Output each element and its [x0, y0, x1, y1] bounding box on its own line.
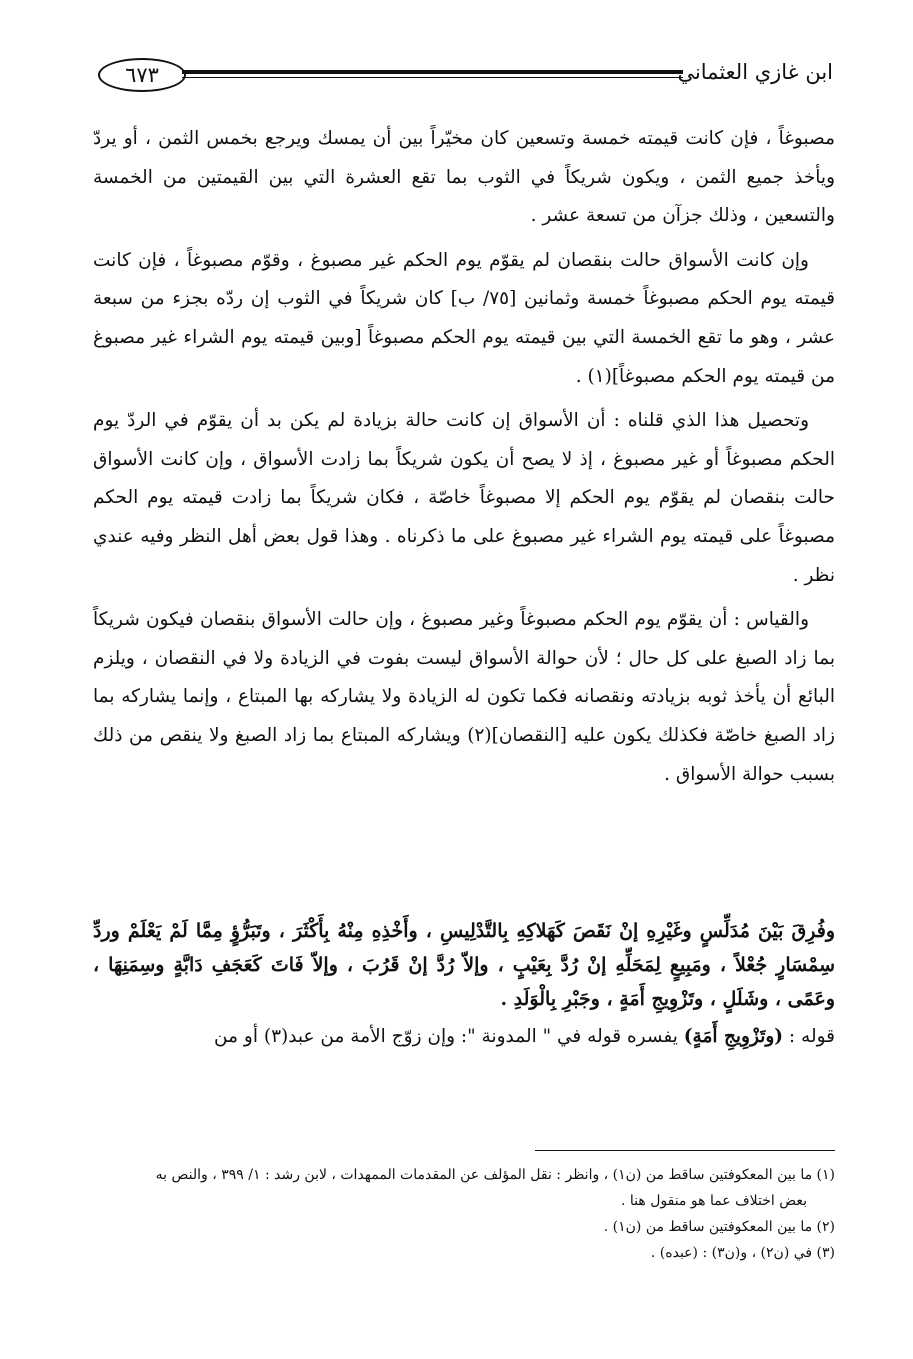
paragraph: والقياس : أن يقوّم يوم الحكم مصبوغاً وغير مصبوغ ، وإن حالت الأسواق بنقصان فيكون شريكاً بما زاد الصبغ على كل حال ؛ لأن حوالة الأسواق ليست بفوت في الزيادة ولا في النقصان ، ويلزم البائع أن يأخذ ثوبه بزيادته ونقصانه فكما تكون له الزيادة ولا يشاركه بها المبتاع ، وإنما يشاركه بما زاد الصبغ خاصّة فكذلك يكون عليه [النقصان](٢) ويشاركه المبتاع بما زاد الصبغ ولا ينقص من ذلك بسبب حوالة الأسواق .	[93, 609, 835, 785]
matn-text: وفُرِقَ بَيْنَ مُدَلِّسٍ وغَيْرِهِ إنْ نَقَصَ كَهَلاكِهِ بِالتَّدْلِيسِ ، وأَخْذِهِ مِنْهُ بِأَكْثَرَ ، وتَبَرُّؤٍ مِمَّا لَمْ يَعْلَمْ وردِّ سِمْسَارٍ جُعْلاً ، ومَبِيعٍ لِمَحَلِّهِ إنْ رُدَّ بِعَيْبٍ ، وإلاّ رُدَّ إنْ قَرُبَ ، وإلاّ فَاتَ كَعَجَفِ دَابَّةٍ وسِمَنِهَا ، وعَمًى ، وشَلَلٍ ، وتَزْوِيجِ أَمَةٍ ، وجَبْرِ بِالْوَلَدِ .	[93, 920, 835, 1010]
paragraph: وإن كانت الأسواق حالت بنقصان لم يقوّم يوم الحكم غير مصبوغ ، وقوّم مصبوغاً ، فإن كانت قيمته يوم الحكم مصبوغاً خمسة وثمانين [٧٥/ ب] كان شريكاً في الثوب إن ردّه بجزء من سبعة عشر ، وهو ما تقع الخمسة التي بين قيمته يوم الحكم مصبوغاً [وبين قيمته يوم الشراء غير مصبوغ من قيمته يوم الحكم مصبوغاً](١) .	[93, 249, 836, 387]
commentary-rest: يفسره قوله في " المدونة ": وإن زوّج الأمة من عبد(٣) أو من	[214, 1026, 678, 1047]
commentary-line	[93, 1020, 835, 1054]
running-head: ابن غازي العثماني	[677, 60, 833, 84]
page-header	[98, 52, 833, 102]
header-rule-thin	[182, 77, 683, 78]
paragraph: مصبوغاً ، فإن كانت قيمته خمسة وتسعين كان مخيّراً بين أن يمسك ويرجع بخمس الثمن ، أو يردّ ويأخذ جميع الثمن ، ويكون شريكاً في الثوب بما تقع العشرة التي بين القيمتين من الخمسة والتسعين ، وذلك جزآن من تسعة عشر .	[93, 128, 835, 227]
commentary-lead: قوله :	[788, 1026, 835, 1047]
footnote: (٢) ما بين المعكوفتين ساقط من (ن١) .	[603, 1219, 835, 1235]
body-text	[93, 120, 835, 800]
footnote: (١) ما بين المعكوفتين ساقط من (ن١) ، وانظر : نقل المؤلف عن المقدمات الممهدات ، لابن رشد : ١/ ٣٩٩ ، والنص به	[155, 1167, 835, 1183]
footnote-continuation: بعض اختلاف عما هو منقول هنا .	[621, 1193, 807, 1209]
footnotes	[93, 1162, 835, 1266]
footnote: (٣) في (ن٢) ، و(ن٣) : (عبده) .	[650, 1245, 835, 1261]
paragraph: وتحصيل هذا الذي قلناه : أن الأسواق إن كانت حالة بزيادة لم يكن بد أن يقوّم في الردّ يوم الحكم مصبوغاً أو غير مصبوغ ، إذ لا يصح أن يكون شريكاً بما زادت الأسواق ، وإن كانت الأسواق حالت بنقصان لم يقوّم يوم الحكم إلا مصبوغاً خاصّة ، فكان شريكاً بما زادت قيمته يوم الحكم مصبوغاً على قيمته يوم الشراء غير مصبوغ على ما ذكرناه . وهذا قول بعض أهل النظر وفيه عندي نظر .	[93, 410, 835, 586]
header-rule-thick	[182, 70, 683, 74]
commentary-quoted: (وتَزْوِيجِ أَمَةٍ)	[683, 1026, 784, 1047]
footnote-divider	[535, 1150, 835, 1151]
page-number: ٦٧٣	[98, 58, 186, 92]
